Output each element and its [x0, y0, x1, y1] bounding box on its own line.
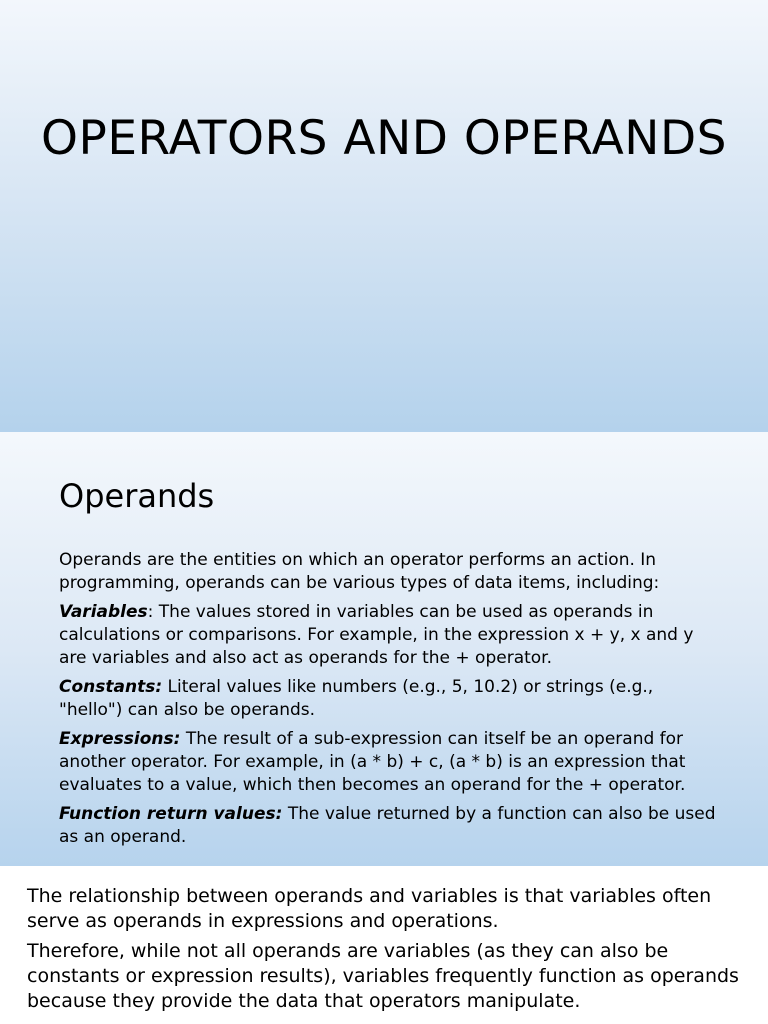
slide-title: OPERATORS AND OPERANDS: [41, 111, 727, 166]
operand-description: The value returned by a function can also be used as an operand.: [59, 804, 716, 847]
relationship-paragraph: The relationship between operands and variables is that variables often serve as operands in expressions and operations.: [27, 885, 712, 932]
operands-heading: Operands: [59, 477, 215, 515]
operand-description: Literal values like numbers (e.g., 5, 10.2) or strings (e.g., "hello") can also be operands.: [59, 677, 654, 720]
title-slide: [0, 0, 768, 432]
operands-slide: [0, 432, 768, 866]
operand-term: Variables: [59, 602, 148, 622]
operand-term: Function return values:: [59, 804, 283, 824]
relationship-slide: [0, 866, 768, 1024]
operand-item-function-return-values: [59, 803, 719, 849]
operands-intro: Operands are the entities on which an operator performs an action. In programming, operands can be various types of data items, including:: [59, 550, 660, 593]
operand-item-expressions: [59, 728, 719, 797]
operand-item-constants: [59, 676, 719, 722]
conclusion-paragraph: Therefore, while not all operands are variables (as they can also be constants or expression results), variables frequently function as operands because they provide the data that operators manipulate.: [27, 940, 739, 1012]
operand-separator: :: [147, 602, 159, 622]
relationship-body: [27, 884, 757, 1019]
operand-item-variables: [59, 601, 719, 670]
operand-description: The result of a sub-expression can itself be an operand for another operator. For example, in (a * b) + c, (a * b) is an expression that evaluates to a value, which then becomes an operand for the + operator.: [59, 729, 686, 795]
operand-term: Expressions:: [59, 729, 181, 749]
operand-term: Constants:: [59, 677, 163, 697]
operands-body: [59, 549, 719, 855]
operand-description: The values stored in variables can be used as operands in calculations or comparisons. For example, in the expression x + y, x and y are variables and also act as operands for the + operator.: [59, 602, 694, 668]
